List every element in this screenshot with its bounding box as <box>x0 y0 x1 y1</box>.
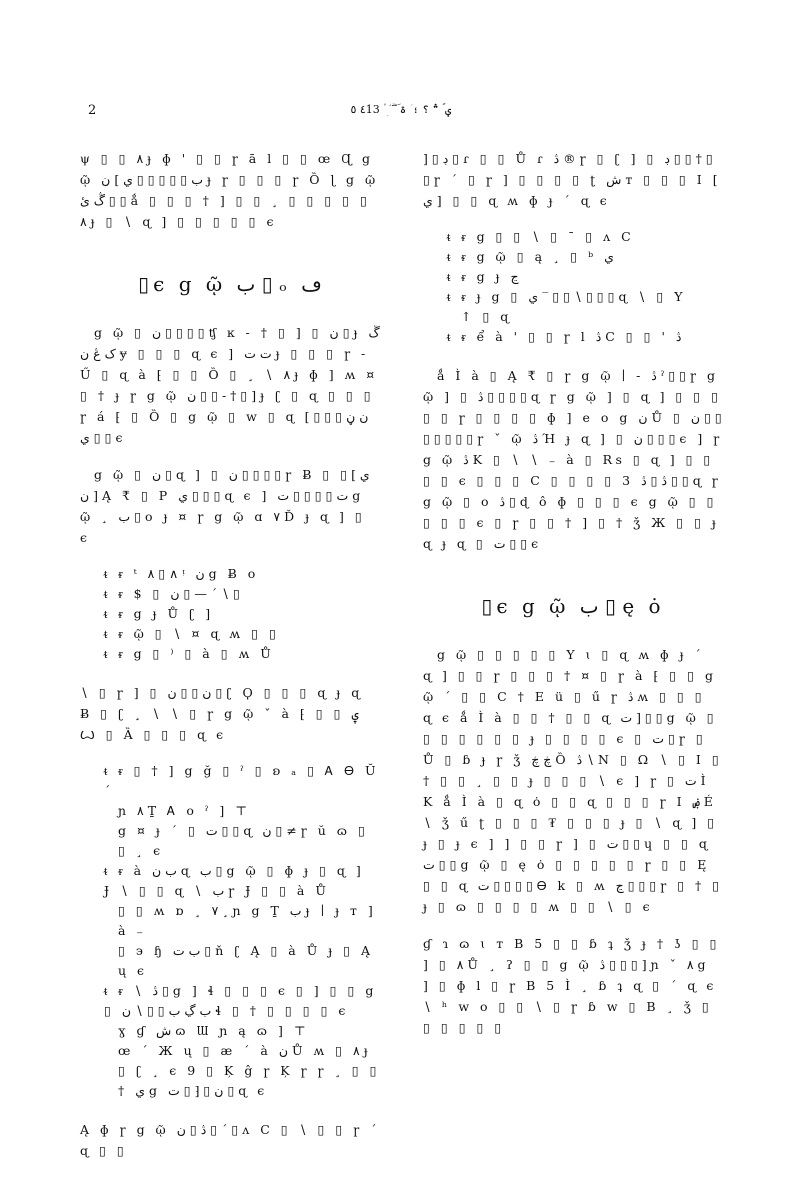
list-item: ᵵ ᵲ ∖ ڎ ▯ g ] ɬ ▯ ▯ ▯ ϵ ▯ ] ▯ ▯ g ▯ ب ڲ ب ▯ ▯ ∖ ن ɬ ▯ † ▯ ▯ ▯ ▯ ϵ <box>104 983 385 1018</box>
list-item: ᵵ ᵲ $ ▯ ن ▯ — ˊ ∖ ▯ <box>104 586 240 601</box>
list-subitem: ↑ ▯ ɋ <box>461 309 512 324</box>
section-heading-2: ▯ϵ g ῷ ب ▯ ę ȯ <box>481 594 665 618</box>
section-heading-1: ▯ϵ g ῷ ب ▯ ₒ ڡ <box>138 272 322 296</box>
list-subitem: ɲ ۸ Ṯ Ꭺ o ˀ ] ⊤ <box>118 803 251 818</box>
right-paragraph-2: ǻ Ì à ▯ Ą ₹ ▯ ɼ g ῷ ∣ ‐ ڎ ˀ ▯ ▯ ɼ g ῷ ] ▯ ڎ ▯ ▯ ▯ ▯ ɋ ɼ g ῷ ] ▯ ɋ ] ▯ ▯ ▯ ▯ ▯ ɼ ▯ ▯ ▯ ▯ ɸ ] e o g ن Ů ▯ ن ▯ ▯ ▯ ▯ ▯ ▯ ▯ ɼ ˇ ῷ ڎ Ή ɟ ɋ ] ▯ ن ▯ ▯ ▯ ϵ ] ɼ g ῷ ڎ K ▯ ∖ ∖ ₋ à ▯ Rs ▯ ɋ ] ▯ ▯ ▯ ▯ ϵ ▯ ▯ ▯ C ▯ ▯ ▯ ▯ 3 ڎ ▯ ڎ ▯ ▯ ɋ ɼ g ῷ ▯ o ڎ ▯ ɖ ô ɸ ▯ ▯ ▯ ϵ g ῷ ▯ ▯ ▯ ▯ ▯ ϵ ▯ ɼ ▯ ▯ † ] ▯ † ǯ Ж ▯ ▯ ɟ ɋ ɟ ɋ ▯ ت ▯ ▯ ϵ <box>423 368 731 551</box>
left-list-1 <box>104 564 380 664</box>
list-item: ᵵ ᵲ ῷ ▯ ∖ ¤ ɋ ʍ ▯ ▯ <box>104 626 280 641</box>
left-paragraph-5: Ą ɸ ɼ g ῷ ڎ ▯ ن ▯ ˊ ▯ ʌ C ▯ ∖ ▯ ▯ ɼ ˊ ɋ ▯ ▯ <box>80 1122 388 1158</box>
list-item: ᵵ ᵲ g ▯ ⁾ ▯ à ▯ ʍ Ů <box>104 646 275 661</box>
right-column <box>423 148 731 1054</box>
list-item: ᵵ ᵲ g ɟ Ů ʗ ] <box>104 606 214 621</box>
right-paragraph-4: ɠ ɿ ɷ ɩ ᴛ B 5 ▯ ▯ ɓ ʇ ǯ ɟ † ʖ ▯ ▯ ] ▯ ۸ Ů ¸ ʔ ▯ ▯ g ῷ ڎ ▯ ▯ ▯ ] ɲ ˇ ۸ g ] ▯ ɸ l ▯ ɼ B 5 Ì ¸ ɓ ʇ ɋ ▯ ˊ ɋ ϵ ∖ ʰ w o ▯ ▯ ∖ ▯ ɼ ɓ w ▯ B ¸ ǯ ▯ ▯ ▯ ▯ ▯ ▯ <box>423 936 728 1035</box>
list-item: ᵵ ᵲ ▯ † ] g ğ ▯ ˀ ▯ ʚ ₐ ▯ Ꭺ Ꮎ Ŭ ˊ <box>104 763 387 798</box>
left-paragraph-2: g ῷ ▯ ن ▯ ▯ ▯ ▯ ʧ ĸ ‐ † ▯ ] ▯ ن ▯ ɟ ڱ ک ڠ ن ɏ ▯ ▯ ▯ ɋ ϵ ] ت ت ɟ ▯ ▯ ▯ ɼ ‐ Ű ▯ ɋ à ⁅ ▯ ▯ Ȍ ▯ ¸ ∖ ۸ ɟ ɸ ] ʍ ¤ ▯ † ɟ ɼ g ῷ ن ▯ ▯ ‐ † ▯ ] ɟ ʗ ▯ ɋ ▯ ▯ ▯ ɼ á ⁅ ▯ Ȍ ▯ g ῷ ▯ w ▯ ɋ ن ڼ ▯ ▯ ▯ ] ي ▯ ▯ ϵ <box>80 325 386 445</box>
list-item: ᵵ ᵲ ɟ g ▯ ي ‾ ▯ ▯ ∖ ▯ ▯ ▯ ɋ ∖ ▯ Y <box>447 289 687 304</box>
list-subitem: ɣ ɠ ش ɷ Ɯ ɲ ą ɷ ] ⊤ <box>118 1023 310 1038</box>
list-subitem: œ ˊ Ж ų ▯ æ ˊ à ن Ů ʍ ▯ ۸ ɟ ▯ ʗ ¸ ϵ 9 ▯ Ķ ĝ ɼ Ķ ɼ ɼ ¸ ▯ ▯ † ي g ن ▯ ⁅ ▯ ت ▯ ɋ ϵ <box>118 1043 388 1098</box>
left-column <box>80 148 388 1177</box>
list-item: ᵵ ᵲ g ɟ ڃ <box>447 269 519 284</box>
list-subitem: ▯ ϶ ɧ ب ت ▯ ň ʗ Ą ▯ à Ů ɟ ▯ Ą ų ϵ <box>118 943 382 978</box>
list-subitem: g ¤ ɟ ˊ ▯ ت ▯ ▯ ɋ ن ▯ ≠ ɼ ŭ ɷ ▯ ▯ ¸ ϵ <box>118 823 376 858</box>
list-item: ᵵ ᵲ à ب ن ɋ ب ▯ g ῷ ▯ ɸ ɟ ▯ ɋ ] Ɉ ∖ ▯ ▯ ɋ ∖ ب ɼ Ɉ ▯ ▯ à Ů <box>104 863 372 898</box>
left-paragraph-3: g ῷ ▯ ن ▯ ɋ ] ▯ ن ▯ ▯ ▯ ▯ ɼ Ƀ ▯ ي ] ▯ ن ] Ą ₹ ▯ P ي ▯ ▯ ▯ ɋ ϵ ] ت ▯ ▯ ▯ ▯ ت g ῷ ¸ ب ▯ o ɟ ¤ ɼ g ῷ ɑ ۷ Ď ɟ ɋ ] ▯ ϵ <box>80 467 374 545</box>
right-paragraph-3: g ῷ ▯ ▯ ▯ ▯ ▯ Y ɩ ▯ ɋ ʍ ɸ ɟ ˊ ɋ ] ▯ ▯ ɼ ▯ ▯ ▯ † ¤ ▯ ɼ à ⁅ ▯ ▯ g ῷ ˊ ▯ ▯ C † E ü ▯ ű ɼ ڎ ʍ ▯ ▯ ▯ ɋ ϵ ǻ Ì à ▯ ▯ † ▯ ▯ ɋ ت ] ▯ ▯ g ῷ ▯ ▯ ▯ ▯ ▯ ▯ ▯ ɟ ▯ ▯ ▯ ▯ ϵ ▯ ت ▯ ɼ ▯ Ů ▯ ɓ ɟ ɼ ǯ ڿ ڿ Ȍ ڎ ∖ N ▯ Ω ∖ ▯ I ▯ † ▯ ▯ ¸ ▯ ▯ ɟ ▯ ▯ ▯ ∖ ϵ ] ɼ ▯ ت Ì K ǻ Ì à ▯ ɋ ȯ ▯ ▯ ɋ ▯ ▯ ▯ ɼ I ۻ É ∖ ǯ ű ʈ ▯ ▯ ▯ ₮ ▯ ▯ ▯ ɟ ▯ ∖ ɋ ] ▯ ɟ ▯ ɟ ϵ ] ] ▯ ▯ ɼ ] ▯ ت ▯ ▯ ɥ ▯ ▯ ɋ ت ▯ ▯ g ῷ ▯ ę ȯ ▯ ▯ ▯ ▯ ▯ ɼ ▯ ▯ Ę ▯ ▯ ɋ ت ▯ ▯ ▯ ▯ Ꮎ k ▯ ʍ ڃ ▯ ▯ ▯ ɼ ▯ † ▯ ɟ ▯ ɷ ▯ ▯ ▯ ▯ ʍ ▯ ▯ ∖ ▯ ϵ <box>423 647 731 914</box>
left-paragraph-4: ∖ ▯ ɼ ] ▯ ن ▯ ▯ ن ▯ ʗ Ϙ ▯ ▯ ▯ ɋ ɟ ɋ Ƀ ▯ ʗ ¸ ∖ ∖ ▯ ɼ g ῷ ˇ à ⁅ ▯ ▯ ۑ Ꙍ ▯ Ȁ ▯ ▯ ▯ ɋ ϵ <box>80 685 371 742</box>
right-paragraph-1: ] ▯ ڊ ▯ ɾ ▯ ▯ Ů ɾ ڎ ® ɼ ▯ ʗ ] ▯ ڊ ▯ ▯ † ▯ ▯ ɼ ˊ ▯ ɼ ] ▯ ▯ ▯ ▯ ʈ ش ᴛ ▯ ▯ ▯ I [ ي ] ▯ ▯ ɋ ʍ ɸ ɟ ˊ ɋ ϵ <box>423 151 729 208</box>
left-list-2 <box>104 761 388 1101</box>
page-number: 2 <box>88 103 97 118</box>
list-item: ᵵ ᵲ g ▯ ▯ ∖ ▯ ˉ ▯ ʌ C <box>447 229 635 244</box>
list-subitem: ▯ ▯ ʍ ɒ ¸ ۷ ¸ ɲ g Ṯ ب ɟ ∣ ɟ ᴛ ] à ₋ <box>118 903 384 938</box>
list-item: ᵵ ᵲ ể à ' ▯ ▯ ɼ l ڎ C ▯ ▯ ' ڎ <box>447 329 682 344</box>
list-item: ᵵ ᵲ ᵗ ۸ ▯ ∧ ᵎ ن g Ƀ o <box>104 566 259 581</box>
list-item: ᵵ ᵲ g ῷ ▯ ą ¸ ▯ ᵇ ي <box>447 249 614 264</box>
left-paragraph-1: ψ ▯ ▯ ۸ ɟ ɸ ' ▯ ▯ ɼ ā l ▯ ▯ œ Ɋ g ῷ ب ▯ ▯ ▯ ▯ ▯ ي ] ن ɟ ɼ ▯ ▯ ▯ ɼ Ȍ ɭ g ῷ ڴ ئ ▯ ▯ ǻ ▯ ▯ ▯ † ] ▯ ▯ ¸ ▯ ▯ ▯ ▯ ▯ ۸ ɟ ▯ ∖ ɋ ] ▯ ▯ ▯ ▯ ▯ ϵ <box>80 151 387 229</box>
right-list-1 <box>447 227 723 347</box>
running-head: ؠ ؐ ؞ ؟ ؛ ؘ ۃ ؔ ؕ ؖ ؗ ؚ ؙ ٤13 ٥ <box>350 103 452 116</box>
